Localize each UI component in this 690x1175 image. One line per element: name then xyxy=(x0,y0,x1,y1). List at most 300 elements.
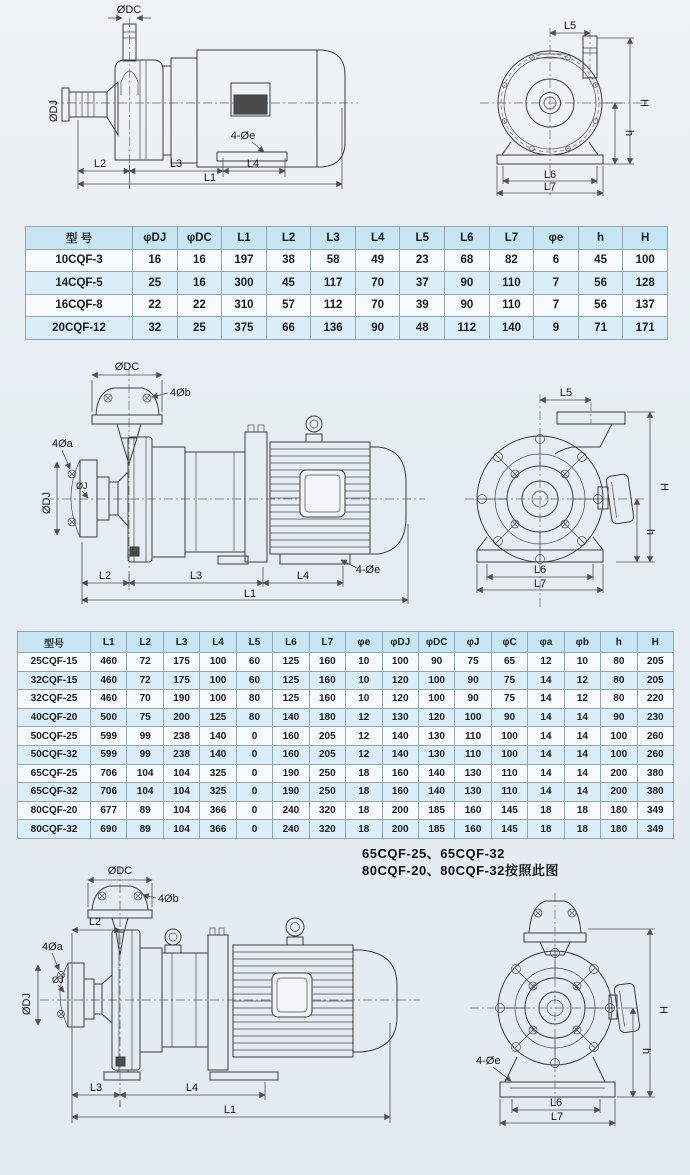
dim-label-L3: L3 xyxy=(89,1082,103,1094)
value-cell: 100 xyxy=(601,745,637,764)
value-cell: 10 xyxy=(346,690,382,709)
value-cell: 260 xyxy=(637,727,673,746)
value-cell: 75 xyxy=(491,690,527,709)
dim-label-L1: L1 xyxy=(203,172,217,184)
column-header: H xyxy=(637,632,673,653)
table-row xyxy=(26,249,668,272)
value-cell: 80 xyxy=(601,671,637,690)
value-cell: 18 xyxy=(528,820,564,839)
value-cell: 16 xyxy=(177,249,222,272)
model-note-line1: 65CQF-25、65CQF-32 xyxy=(362,846,505,861)
dim-label-4b: 4Øb xyxy=(158,893,179,905)
value-cell: 57 xyxy=(266,294,311,317)
value-cell: 205 xyxy=(637,653,673,672)
value-cell: 23 xyxy=(400,249,445,272)
value-cell: 460 xyxy=(91,653,127,672)
value-cell: 599 xyxy=(91,727,127,746)
model-cell: 50CQF-25 xyxy=(18,727,91,746)
model-cell: 80CQF-20 xyxy=(18,801,91,820)
value-cell: 125 xyxy=(200,708,236,727)
column-header: L5 xyxy=(236,632,272,653)
value-cell: 100 xyxy=(200,653,236,672)
value-cell: 80 xyxy=(601,653,637,672)
value-cell: 160 xyxy=(455,820,491,839)
value-cell: 599 xyxy=(91,745,127,764)
column-header: L6 xyxy=(273,632,309,653)
value-cell: 145 xyxy=(491,820,527,839)
value-cell: 90 xyxy=(601,708,637,727)
value-cell: 80 xyxy=(236,690,272,709)
value-cell: 120 xyxy=(418,708,454,727)
value-cell: 14 xyxy=(528,708,564,727)
value-cell: 14 xyxy=(528,690,564,709)
value-cell: 10 xyxy=(564,653,600,672)
value-cell: 128 xyxy=(623,272,668,295)
value-cell: 100 xyxy=(455,708,491,727)
value-cell: 180 xyxy=(309,708,345,727)
value-cell: 140 xyxy=(200,745,236,764)
value-cell: 112 xyxy=(445,317,490,340)
value-cell: 320 xyxy=(309,801,345,820)
value-cell: 171 xyxy=(623,317,668,340)
value-cell: 56 xyxy=(578,272,623,295)
value-cell: 90 xyxy=(455,671,491,690)
value-cell: 0 xyxy=(236,764,272,783)
value-cell: 70 xyxy=(355,294,400,317)
model-cell: 32CQF-25 xyxy=(18,690,91,709)
column-header: h xyxy=(578,227,623,250)
value-cell: 14 xyxy=(564,727,600,746)
dim-label-L3: L3 xyxy=(169,158,183,170)
dim-label-L6: L6 xyxy=(549,1097,563,1109)
value-cell: 72 xyxy=(127,671,163,690)
model-cell: 20CQF-12 xyxy=(26,317,133,340)
column-header: φe xyxy=(534,227,579,250)
value-cell: 238 xyxy=(163,745,199,764)
value-cell: 200 xyxy=(382,801,418,820)
dim-label-L2: L2 xyxy=(98,570,112,582)
value-cell: 48 xyxy=(400,317,445,340)
value-cell: 310 xyxy=(222,294,267,317)
dim-label-4a: 4Øa xyxy=(42,941,63,953)
table-row xyxy=(18,745,674,764)
value-cell: 7 xyxy=(534,294,579,317)
value-cell: 125 xyxy=(273,671,309,690)
dim-label-dc: ØDC xyxy=(107,865,133,877)
value-cell: 100 xyxy=(200,671,236,690)
table-row xyxy=(18,801,674,820)
value-cell: 60 xyxy=(236,653,272,672)
value-cell: 706 xyxy=(91,764,127,783)
value-cell: 130 xyxy=(418,745,454,764)
pump-end-view-medium xyxy=(465,387,670,607)
dim-label-H: H xyxy=(657,1006,669,1014)
value-cell: 190 xyxy=(163,690,199,709)
value-cell: 200 xyxy=(601,764,637,783)
pump-side-view-large xyxy=(21,865,420,1123)
value-cell: 100 xyxy=(418,671,454,690)
value-cell: 380 xyxy=(637,783,673,802)
value-cell: 300 xyxy=(222,272,267,295)
value-cell: 80 xyxy=(236,708,272,727)
dim-label-L3: L3 xyxy=(189,570,203,582)
value-cell: 137 xyxy=(623,294,668,317)
value-cell: 16 xyxy=(177,272,222,295)
value-cell: 75 xyxy=(127,708,163,727)
column-header: φC xyxy=(491,632,527,653)
value-cell: 12 xyxy=(528,653,564,672)
value-cell: 68 xyxy=(445,249,490,272)
value-cell: 130 xyxy=(455,764,491,783)
value-cell: 160 xyxy=(273,745,309,764)
column-header: φb xyxy=(564,632,600,653)
value-cell: 12 xyxy=(564,671,600,690)
value-cell: 120 xyxy=(382,671,418,690)
value-cell: 160 xyxy=(382,783,418,802)
value-cell: 500 xyxy=(91,708,127,727)
value-cell: 205 xyxy=(637,671,673,690)
value-cell: 10 xyxy=(346,671,382,690)
dim-label-L7: L7 xyxy=(543,181,557,193)
value-cell: 110 xyxy=(489,294,534,317)
value-cell: 12 xyxy=(564,690,600,709)
value-cell: 375 xyxy=(222,317,267,340)
value-cell: 82 xyxy=(489,249,534,272)
value-cell: 12 xyxy=(346,727,382,746)
flange-bolt-symbols xyxy=(104,394,151,402)
value-cell: 160 xyxy=(455,801,491,820)
value-cell: 140 xyxy=(273,708,309,727)
value-cell: 12 xyxy=(346,708,382,727)
value-cell: 9 xyxy=(534,317,579,340)
model-cell: 65CQF-25 xyxy=(18,764,91,783)
value-cell: 160 xyxy=(273,727,309,746)
dim-label-H: H xyxy=(658,483,670,491)
value-cell: 366 xyxy=(200,820,236,839)
value-cell: 100 xyxy=(623,249,668,272)
dim-label-L1: L1 xyxy=(243,588,257,600)
value-cell: 190 xyxy=(273,783,309,802)
value-cell: 90 xyxy=(491,708,527,727)
inlet-bolt-symbols xyxy=(68,470,76,526)
value-cell: 22 xyxy=(177,294,222,317)
value-cell: 104 xyxy=(163,820,199,839)
value-cell: 22 xyxy=(133,294,178,317)
dim-label-dc: ØDC xyxy=(116,4,142,16)
value-cell: 175 xyxy=(163,653,199,672)
dim-label-L7: L7 xyxy=(533,578,547,590)
table-row xyxy=(26,294,668,317)
value-cell: 100 xyxy=(382,653,418,672)
value-cell: 14 xyxy=(564,764,600,783)
dim-label-dc: ØDC xyxy=(114,361,140,373)
value-cell: 160 xyxy=(382,764,418,783)
dim-label-4e: 4-Øe xyxy=(355,564,381,576)
dim-label-dj: ØDJ xyxy=(21,993,33,1015)
dim-label-j: ØJ xyxy=(76,481,88,491)
value-cell: 190 xyxy=(273,764,309,783)
dim-label-dj: ØDJ xyxy=(41,492,53,514)
value-cell: 140 xyxy=(418,764,454,783)
value-cell: 677 xyxy=(91,801,127,820)
dim-label-H: H xyxy=(638,99,650,107)
value-cell: 14 xyxy=(564,745,600,764)
value-cell: 45 xyxy=(266,272,311,295)
value-cell: 18 xyxy=(346,764,382,783)
column-header: φa xyxy=(528,632,564,653)
value-cell: 89 xyxy=(127,801,163,820)
table-row xyxy=(18,783,674,802)
column-header: 型号 xyxy=(18,632,91,653)
pump-side-view-small xyxy=(48,4,358,189)
value-cell: 130 xyxy=(455,783,491,802)
value-cell: 220 xyxy=(637,690,673,709)
table-row xyxy=(18,820,674,839)
value-cell: 145 xyxy=(491,801,527,820)
dim-label-dj: ØDJ xyxy=(48,100,60,122)
column-header: h xyxy=(601,632,637,653)
value-cell: 56 xyxy=(578,294,623,317)
value-cell: 71 xyxy=(578,317,623,340)
value-cell: 200 xyxy=(601,783,637,802)
dim-label-L2: L2 xyxy=(93,158,107,170)
model-cell: 16CQF-8 xyxy=(26,294,133,317)
model-cell: 14CQF-5 xyxy=(26,272,133,295)
dim-label-h: h xyxy=(640,1047,652,1055)
column-header: φDJ xyxy=(133,227,178,250)
value-cell: 0 xyxy=(236,801,272,820)
value-cell: 10 xyxy=(346,653,382,672)
value-cell: 238 xyxy=(163,727,199,746)
value-cell: 18 xyxy=(346,801,382,820)
model-note-line2: 80CQF-20、80CQF-32按照此图 xyxy=(362,863,559,878)
value-cell: 89 xyxy=(127,820,163,839)
value-cell: 100 xyxy=(200,690,236,709)
value-cell: 0 xyxy=(236,820,272,839)
model-cell: 32CQF-15 xyxy=(18,671,91,690)
dim-label-4e: 4-Øe xyxy=(230,130,256,142)
value-cell: 100 xyxy=(418,690,454,709)
column-header: φDC xyxy=(418,632,454,653)
value-cell: 110 xyxy=(455,727,491,746)
table-row xyxy=(18,764,674,783)
value-cell: 90 xyxy=(445,272,490,295)
column-header: L6 xyxy=(445,227,490,250)
column-header: H xyxy=(623,227,668,250)
model-cell: 40CQF-20 xyxy=(18,708,91,727)
value-cell: 37 xyxy=(400,272,445,295)
value-cell: 230 xyxy=(637,708,673,727)
dim-label-L1: L1 xyxy=(223,1104,237,1116)
pump-end-view-large xyxy=(470,893,669,1126)
value-cell: 14 xyxy=(528,764,564,783)
column-header: 型 号 xyxy=(26,227,133,250)
value-cell: 70 xyxy=(355,272,400,295)
column-header: φe xyxy=(346,632,382,653)
model-cell: 50CQF-32 xyxy=(18,745,91,764)
column-header: L7 xyxy=(309,632,345,653)
value-cell: 250 xyxy=(309,764,345,783)
figure-medium-pump xyxy=(0,352,690,620)
value-cell: 49 xyxy=(355,249,400,272)
value-cell: 706 xyxy=(91,783,127,802)
column-header: L4 xyxy=(355,227,400,250)
value-cell: 175 xyxy=(163,671,199,690)
column-header: L1 xyxy=(222,227,267,250)
value-cell: 185 xyxy=(418,801,454,820)
value-cell: 99 xyxy=(127,727,163,746)
value-cell: 250 xyxy=(309,783,345,802)
value-cell: 72 xyxy=(127,653,163,672)
value-cell: 7 xyxy=(534,272,579,295)
column-header: L3 xyxy=(311,227,356,250)
small-pump-dimension-table xyxy=(25,226,668,340)
header-row xyxy=(18,632,674,653)
value-cell: 140 xyxy=(489,317,534,340)
value-cell: 18 xyxy=(346,783,382,802)
column-header: L4 xyxy=(200,632,236,653)
value-cell: 130 xyxy=(382,708,418,727)
value-cell: 117 xyxy=(311,272,356,295)
value-cell: 140 xyxy=(418,783,454,802)
column-header: L2 xyxy=(127,632,163,653)
value-cell: 12 xyxy=(346,745,382,764)
pump-end-view-small xyxy=(480,20,650,198)
dim-label-h: h xyxy=(623,129,635,137)
value-cell: 140 xyxy=(382,727,418,746)
value-cell: 240 xyxy=(273,820,309,839)
value-cell: 110 xyxy=(491,783,527,802)
table-row xyxy=(18,727,674,746)
column-header: φJ xyxy=(455,632,491,653)
value-cell: 100 xyxy=(601,727,637,746)
value-cell: 75 xyxy=(491,671,527,690)
value-cell: 160 xyxy=(309,671,345,690)
value-cell: 460 xyxy=(91,671,127,690)
table-row xyxy=(18,690,674,709)
table-row xyxy=(26,272,668,295)
model-cell: 65CQF-32 xyxy=(18,783,91,802)
value-cell: 32 xyxy=(133,317,178,340)
column-header: L5 xyxy=(400,227,445,250)
dim-label-L4: L4 xyxy=(246,158,260,170)
value-cell: 65 xyxy=(491,653,527,672)
value-cell: 320 xyxy=(309,820,345,839)
value-cell: 90 xyxy=(355,317,400,340)
value-cell: 45 xyxy=(578,249,623,272)
value-cell: 39 xyxy=(400,294,445,317)
value-cell: 99 xyxy=(127,745,163,764)
value-cell: 66 xyxy=(266,317,311,340)
value-cell: 112 xyxy=(311,294,356,317)
column-header: L7 xyxy=(489,227,534,250)
pump-side-view-medium xyxy=(41,361,425,604)
dim-label-4a: 4Øa xyxy=(52,438,73,450)
value-cell: 205 xyxy=(309,727,345,746)
value-cell: 90 xyxy=(455,690,491,709)
value-cell: 25 xyxy=(177,317,222,340)
value-cell: 325 xyxy=(200,764,236,783)
value-cell: 240 xyxy=(273,801,309,820)
model-cell: 25CQF-15 xyxy=(18,653,91,672)
value-cell: 104 xyxy=(127,783,163,802)
dim-label-L7: L7 xyxy=(550,1111,564,1123)
value-cell: 349 xyxy=(637,801,673,820)
column-header: L1 xyxy=(91,632,127,653)
dim-label-L5: L5 xyxy=(559,387,573,399)
value-cell: 104 xyxy=(127,764,163,783)
value-cell: 104 xyxy=(163,783,199,802)
value-cell: 160 xyxy=(309,653,345,672)
value-cell: 197 xyxy=(222,249,267,272)
value-cell: 110 xyxy=(489,272,534,295)
value-cell: 130 xyxy=(418,727,454,746)
model-cell: 80CQF-32 xyxy=(18,820,91,839)
dim-label-L5: L5 xyxy=(563,20,577,32)
value-cell: 18 xyxy=(346,820,382,839)
value-cell: 185 xyxy=(418,820,454,839)
value-cell: 60 xyxy=(236,671,272,690)
value-cell: 6 xyxy=(534,249,579,272)
table-row xyxy=(18,653,674,672)
value-cell: 80 xyxy=(601,690,637,709)
value-cell: 110 xyxy=(491,764,527,783)
value-cell: 136 xyxy=(311,317,356,340)
value-cell: 16 xyxy=(133,249,178,272)
value-cell: 70 xyxy=(127,690,163,709)
value-cell: 325 xyxy=(200,783,236,802)
value-cell: 0 xyxy=(236,783,272,802)
value-cell: 349 xyxy=(637,820,673,839)
value-cell: 200 xyxy=(163,708,199,727)
figure-large-pump xyxy=(0,855,690,1175)
dim-label-L6: L6 xyxy=(533,564,547,576)
value-cell: 366 xyxy=(200,801,236,820)
value-cell: 160 xyxy=(309,690,345,709)
value-cell: 140 xyxy=(382,745,418,764)
value-cell: 75 xyxy=(455,653,491,672)
header-row xyxy=(26,227,668,250)
value-cell: 38 xyxy=(266,249,311,272)
dim-label-4e: 4-Øe xyxy=(476,1055,501,1067)
medium-pump-dimension-table xyxy=(17,631,674,839)
value-cell: 205 xyxy=(309,745,345,764)
column-header: φDJ xyxy=(382,632,418,653)
value-cell: 110 xyxy=(455,745,491,764)
value-cell: 100 xyxy=(491,745,527,764)
value-cell: 18 xyxy=(564,801,600,820)
dim-label-h: h xyxy=(644,528,656,536)
value-cell: 18 xyxy=(564,820,600,839)
value-cell: 18 xyxy=(528,801,564,820)
value-cell: 690 xyxy=(91,820,127,839)
dim-label-L6: L6 xyxy=(543,169,557,181)
value-cell: 14 xyxy=(528,671,564,690)
value-cell: 180 xyxy=(601,820,637,839)
value-cell: 180 xyxy=(601,801,637,820)
value-cell: 120 xyxy=(382,690,418,709)
dim-label-4b: 4Øb xyxy=(170,387,191,399)
value-cell: 14 xyxy=(528,745,564,764)
value-cell: 25 xyxy=(133,272,178,295)
value-cell: 140 xyxy=(200,727,236,746)
value-cell: 0 xyxy=(236,727,272,746)
table-row xyxy=(18,671,674,690)
value-cell: 14 xyxy=(564,708,600,727)
value-cell: 125 xyxy=(273,690,309,709)
figure-small-pump xyxy=(0,0,690,218)
value-cell: 380 xyxy=(637,764,673,783)
